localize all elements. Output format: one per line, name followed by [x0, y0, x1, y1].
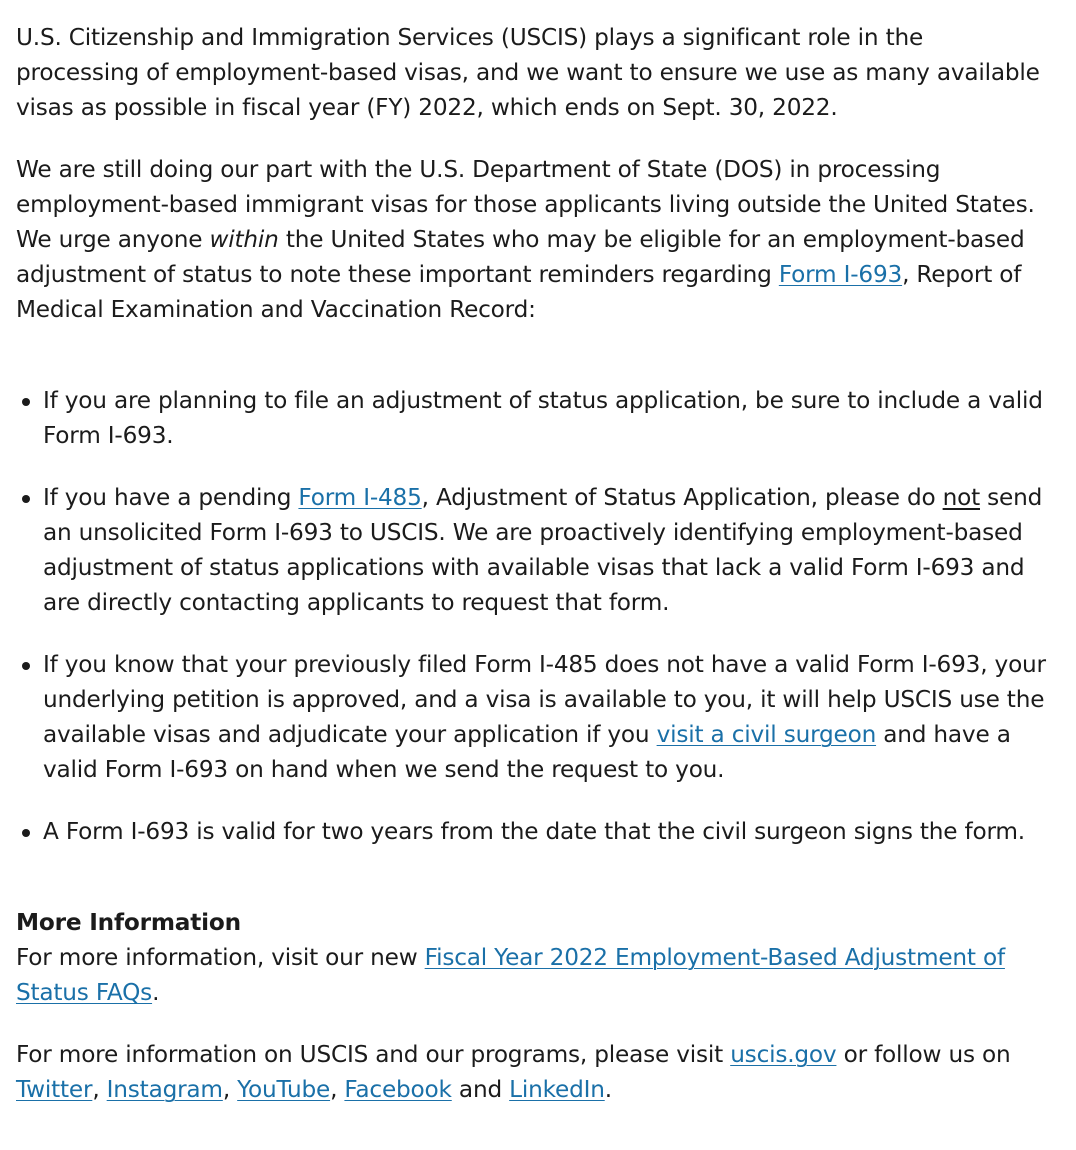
youtube-link[interactable]: YouTube — [237, 1076, 331, 1103]
fy2022-faq-link[interactable]: Fiscal Year 2022 Employment-Based Adjustment of Status FAQs — [16, 944, 1005, 1006]
faq-text-a: For more information, visit our new — [16, 944, 425, 971]
and-text: and — [451, 1076, 510, 1103]
list-item — [16, 480, 1048, 620]
reminder-2-text-a: If you have a pending — [43, 484, 299, 511]
twitter-link[interactable]: Twitter — [16, 1076, 93, 1103]
follow-text-a: For more information on USCIS and our programs, please visit — [16, 1041, 731, 1068]
reminders-list — [16, 383, 1048, 849]
reminder-3-text-b: and have a valid Form I-693 on hand when we send the request to you. — [43, 721, 1011, 783]
reminder-intro-paragraph — [16, 152, 1048, 327]
form-i485-link[interactable]: Form I-485 — [298, 484, 422, 511]
civil-surgeon-link[interactable]: visit a civil surgeon — [656, 721, 877, 748]
facebook-link[interactable]: Facebook — [344, 1076, 452, 1103]
uscis-gov-link[interactable]: uscis.gov — [730, 1041, 837, 1068]
faq-paragraph — [16, 940, 1048, 1010]
list-item — [16, 647, 1048, 787]
reminder-1-text: If you are planning to file an adjustment of status application, be sure to include a valid Form I-693. — [43, 387, 1043, 449]
linkedin-link[interactable]: LinkedIn — [509, 1076, 605, 1103]
list-item — [16, 814, 1048, 849]
intro-text: U.S. Citizenship and Immigration Services (USCIS) plays a significant role in the processing of employment-based visas, and we want to ensure we use as many available visas as possible in fiscal year (FY) 2022, which ends on Sept. 30, 2022. — [16, 24, 1040, 121]
list-item — [16, 383, 1048, 453]
comma-separator: , — [330, 1076, 338, 1103]
reminder-3-text-a: If you know that your previously filed Form I-485 does not have a valid Form I-693, your underlying petition is approved, and a visa is available to you, it will help USCIS use the available visas and adjudicate your application if you — [43, 651, 1046, 748]
form-i693-link[interactable]: Form I-693 — [778, 261, 903, 288]
within-emphasis: within — [209, 226, 279, 253]
reminder-4-text: A Form I-693 is valid for two years from the date that the civil surgeon signs the form. — [43, 818, 1025, 845]
reminder-intro-text-b: the United States who may be eligible for an employment-based adjustment of status to note these important reminders regarding — [16, 226, 1025, 288]
reminder-2-text-b: , Adjustment of Status Application, please do — [421, 484, 943, 511]
period-text: . — [604, 1076, 612, 1103]
reminder-intro-text-c: , Report of Medical Examination and Vaccination Record: — [16, 261, 1022, 323]
follow-paragraph — [16, 1037, 1048, 1107]
reminder-intro-text-a: We are still doing our part with the U.S. Department of State (DOS) in processing employment-based immigrant visas for those applicants living outside the United States. We urge anyone — [16, 156, 1035, 253]
follow-text-b: or follow us on — [836, 1041, 1011, 1068]
reminder-2-text-c: send an unsolicited Form I-693 to USCIS. We are proactively identifying employment-based adjustment of status applications with available visas that lack a valid Form I-693 and are directly contacting applicants to request that form. — [43, 484, 1043, 616]
more-information-heading: More Information — [16, 909, 241, 936]
instagram-link[interactable]: Instagram — [106, 1076, 223, 1103]
not-underlined: not — [942, 484, 980, 511]
intro-paragraph — [16, 20, 1048, 125]
comma-separator: , — [92, 1076, 100, 1103]
faq-text-b: . — [152, 979, 160, 1006]
comma-separator: , — [222, 1076, 230, 1103]
